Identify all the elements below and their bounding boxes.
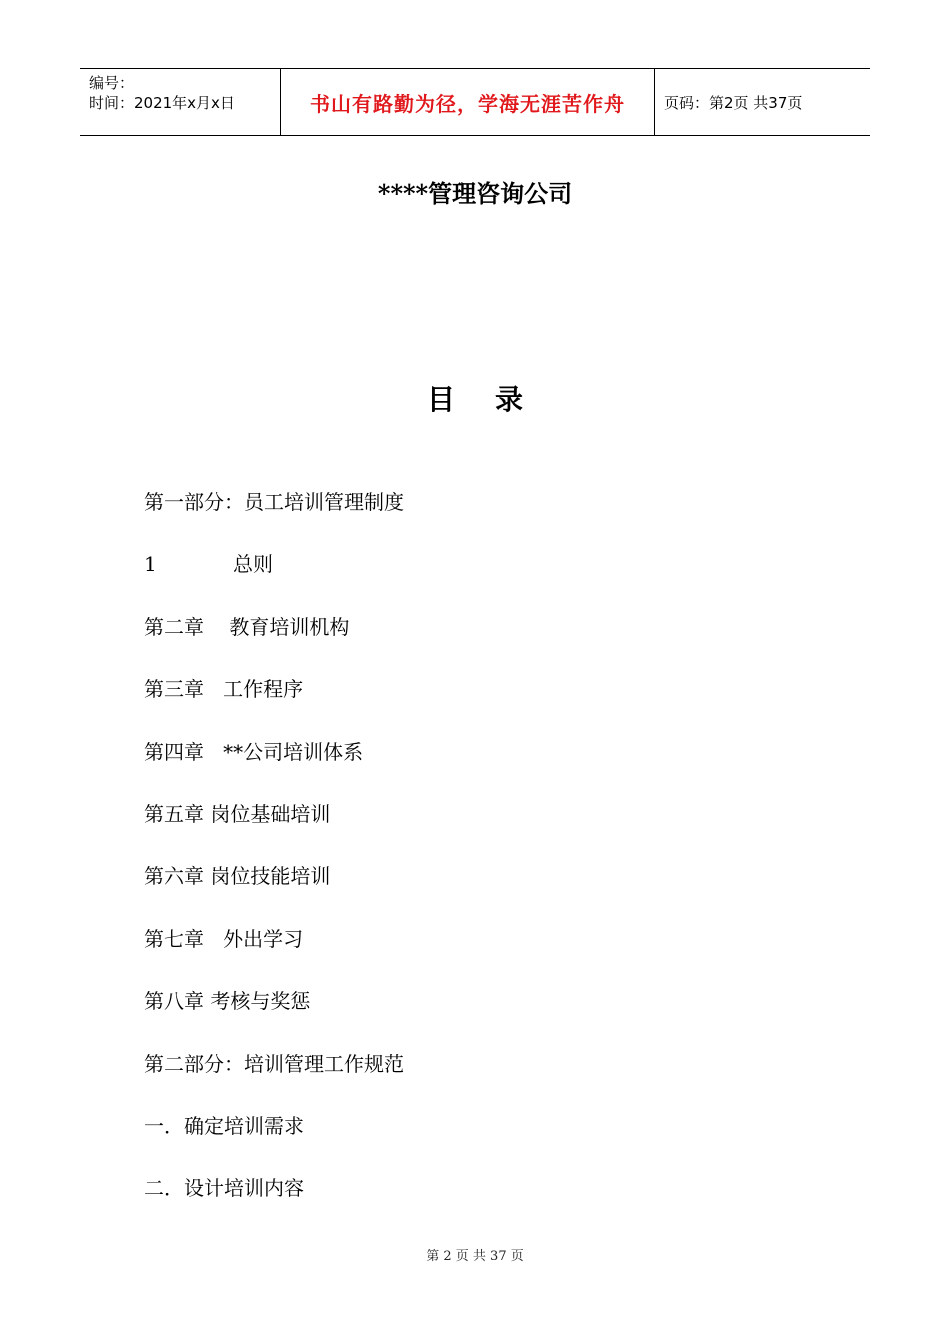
header-motto <box>281 69 655 135</box>
toc-item[interactable]: 第五章 岗位基础培训 <box>144 801 331 826</box>
page-info-text: 页码：第2页 共37页 <box>664 93 803 112</box>
toc-item[interactable]: 第二部分：培训管理工作规范 <box>144 1051 404 1076</box>
page-footer: 第 2 页 共 37 页 <box>426 1249 524 1264</box>
table-of-contents <box>144 486 844 1235</box>
header-meta <box>80 69 281 135</box>
number-label: 编号： <box>89 74 135 92</box>
header-page-info <box>655 69 870 135</box>
page-header <box>80 68 870 136</box>
toc-item[interactable]: 第七章 外出学习 <box>144 926 304 951</box>
toc-item[interactable]: 第二章 教育培训机构 <box>144 614 350 639</box>
toc-title: 目录 <box>426 383 563 416</box>
toc-item[interactable]: 一．确定培训需求 <box>144 1113 304 1138</box>
date-line: 时间：2021年x月x日 <box>89 94 235 112</box>
toc-item[interactable]: 第三章 工作程序 <box>144 677 304 702</box>
toc-item[interactable]: 第四章 **公司培训体系 <box>144 739 364 764</box>
motto-text: 书山有路勤为径，学海无涯苦作舟 <box>310 91 625 116</box>
toc-item[interactable]: 第一部分：员工培训管理制度 <box>144 490 404 514</box>
toc-item[interactable]: 第八章 考核与奖惩 <box>144 989 311 1014</box>
toc-item[interactable]: 第六章 岗位技能培训 <box>144 864 331 889</box>
toc-item[interactable]: 二．设计培训内容 <box>144 1176 304 1201</box>
toc-item[interactable]: 1 总则 <box>144 552 274 577</box>
company-name: ****管理咨询公司 <box>377 179 573 208</box>
